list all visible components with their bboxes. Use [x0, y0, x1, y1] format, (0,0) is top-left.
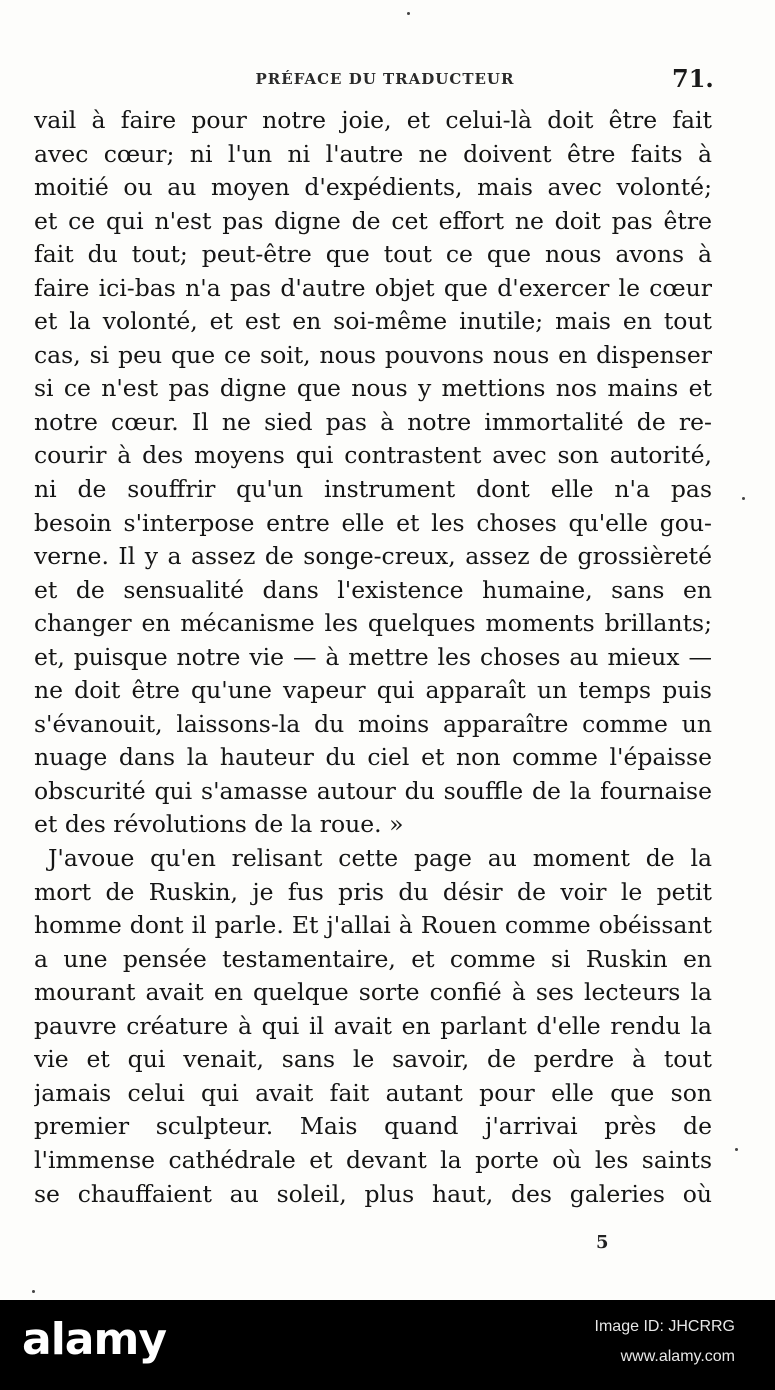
text-line: jamais celui qui avait fait autant pour elle que son [34, 1078, 712, 1107]
image-id-label: Image ID: JHCRRG [594, 1318, 735, 1335]
text-line: notre cœur. Il ne sied pas à notre immortalité de re- [34, 407, 712, 436]
text-line: faire ici-bas n'a pas d'autre objet que d'exercer le cœur [34, 273, 712, 302]
text-line: vie et qui venait, sans le savoir, de perdre à tout [34, 1045, 712, 1074]
text-line: pauvre créature à qui il avait en parlant d'elle rendu la [34, 1011, 712, 1040]
text-line: se chauffaient au soleil, plus haut, des galeries où [34, 1179, 712, 1208]
text-line: mort de Ruskin, je fus pris du désir de voir le petit [34, 877, 712, 906]
text-line: et, puisque notre vie — à mettre les choses au mieux — [34, 642, 712, 671]
page-number: 71. [672, 64, 714, 93]
text-line: l'immense cathédrale et devant la porte où les saints [34, 1145, 712, 1174]
text-line: a une pensée testamentaire, et comme si Ruskin en [34, 944, 712, 973]
text-line: avec cœur; ni l'un ni l'autre ne doivent être faits à [34, 139, 712, 168]
text-line: besoin s'interpose entre elle et les choses qu'elle gou- [34, 508, 712, 537]
body-text [34, 104, 712, 1211]
watermark-footer [0, 1300, 775, 1390]
text-line: courir à des moyens qui contrastent avec son autorité, [34, 441, 712, 470]
text-line: moitié ou au moyen d'expédients, mais avec volonté; [34, 173, 712, 202]
site-url-label: www.alamy.com [620, 1348, 735, 1365]
running-title: PRÉFACE DU TRADUCTEUR [255, 70, 515, 88]
text-line: changer en mécanisme les quelques moments brillants; [34, 609, 712, 638]
ink-speck [32, 1290, 35, 1293]
alamy-logo: alamy [22, 1314, 166, 1365]
text-line-paragraph-end: et des révolutions de la roue. » [34, 810, 404, 839]
text-line: homme dont il parle. Et j'allai à Rouen comme obéissant [34, 911, 712, 940]
text-line: premier sculpteur. Mais quand j'arrivai près de [34, 1112, 712, 1141]
text-line: mourant avait en quelque sorte confié à ses lecteurs la [34, 978, 712, 1007]
text-line: vail à faire pour notre joie, et celui-là doit être fait [34, 106, 712, 134]
text-line: si ce n'est pas digne que nous y mettions nos mains et [34, 374, 712, 403]
text-line: et ce qui n'est pas digne de cet effort ne doit pas être [34, 206, 712, 235]
signature-mark: 5 [596, 1232, 609, 1253]
text-line: fait du tout; peut-être que tout ce que nous avons à [34, 240, 712, 269]
text-line: verne. Il y a assez de songe-creux, assez de grossièreté [34, 542, 712, 571]
text-line: et de sensualité dans l'existence humaine, sans en [34, 575, 712, 604]
text-line: nuage dans la hauteur du ciel et non comme l'épaisse [34, 743, 712, 772]
text-line-paragraph-start: J'avoue qu'en relisant cette page au moment de la [48, 844, 712, 873]
text-line: ni de souffrir qu'un instrument dont elle n'a pas [34, 475, 712, 504]
text-line: s'évanouit, laissons-la du moins apparaître comme un [34, 709, 712, 738]
text-line: obscurité qui s'amasse autour du souffle de la fournaise [34, 776, 712, 805]
text-line: ne doit être qu'une vapeur qui apparaît un temps puis [34, 676, 712, 705]
ink-speck [735, 1148, 738, 1151]
ink-speck [407, 12, 410, 15]
text-line: cas, si peu que ce soit, nous pouvons nous en dispenser [34, 340, 712, 369]
text-line: et la volonté, et est en soi-même inutile; mais en tout [34, 307, 712, 336]
ink-speck [742, 497, 745, 500]
